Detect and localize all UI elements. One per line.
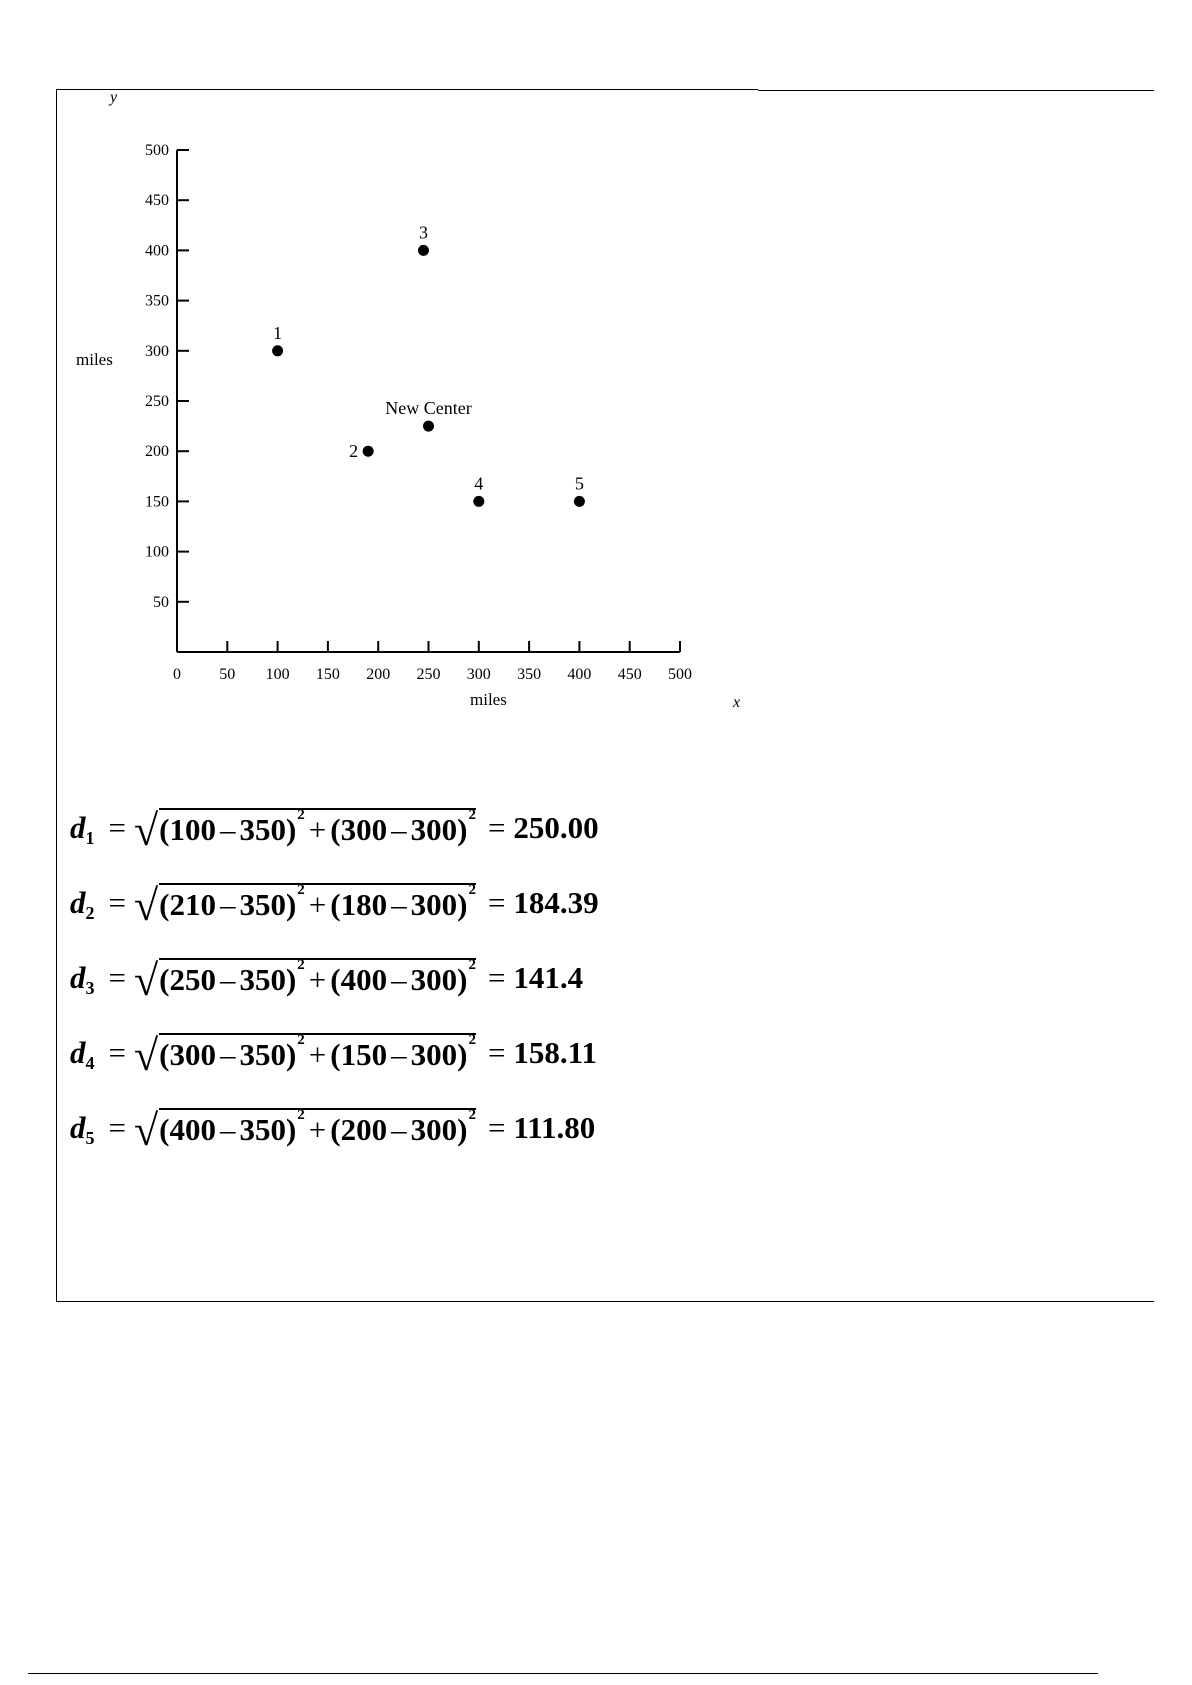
data-point bbox=[272, 345, 283, 356]
x-tick-label: 450 bbox=[617, 666, 642, 683]
exponent: 2 bbox=[468, 807, 476, 823]
radicand bbox=[159, 1033, 476, 1073]
exponent: 2 bbox=[297, 1107, 305, 1123]
radicand bbox=[159, 958, 476, 998]
x-tick-label: 300 bbox=[466, 666, 491, 683]
data-point bbox=[423, 421, 434, 432]
point-label: 1 bbox=[273, 322, 283, 343]
variable-subscript: 4 bbox=[85, 1053, 95, 1073]
y-tick-label: 200 bbox=[145, 443, 169, 461]
x-tick-label: 400 bbox=[567, 666, 592, 683]
operand-c: 300 bbox=[340, 811, 388, 847]
open-paren: ( bbox=[159, 886, 170, 922]
x-axis-ticks bbox=[173, 641, 692, 683]
open-paren: ( bbox=[330, 1036, 341, 1072]
frame-bottom-rule bbox=[56, 1301, 1154, 1302]
operand-d: 300 bbox=[410, 1111, 458, 1147]
close-paren: ) bbox=[457, 961, 468, 997]
y-tick-label: 450 bbox=[145, 192, 169, 210]
y-tick-label: 300 bbox=[145, 342, 169, 360]
exponent: 2 bbox=[468, 882, 476, 898]
distance-variable: d bbox=[70, 809, 86, 845]
operand-b: 350 bbox=[239, 811, 286, 847]
minus-sign: – bbox=[219, 811, 236, 847]
y-tick-label: 150 bbox=[145, 493, 169, 511]
y-tick-label: 350 bbox=[145, 292, 169, 310]
operand-b: 350 bbox=[239, 1036, 286, 1072]
plus-sign: + bbox=[308, 1111, 327, 1147]
distance-result: 111.80 bbox=[513, 1109, 596, 1145]
plus-sign: + bbox=[308, 886, 327, 922]
square-root-sign: √ bbox=[133, 956, 159, 1005]
data-point bbox=[473, 496, 484, 507]
operand-c: 150 bbox=[340, 1036, 388, 1072]
minus-sign: – bbox=[219, 1111, 236, 1147]
distance-equation bbox=[70, 940, 599, 1015]
distance-variable: d bbox=[70, 959, 86, 995]
exponent: 2 bbox=[297, 1032, 305, 1048]
operand-b: 350 bbox=[239, 961, 286, 997]
open-paren: ( bbox=[330, 811, 341, 847]
equals-sign: = bbox=[108, 884, 126, 920]
y-axis-title: miles bbox=[76, 350, 113, 369]
operand-c: 200 bbox=[340, 1111, 388, 1147]
open-paren: ( bbox=[159, 811, 170, 847]
operand-d: 300 bbox=[410, 811, 458, 847]
radicand bbox=[159, 808, 476, 848]
close-paren: ) bbox=[285, 886, 297, 922]
radicand bbox=[159, 1108, 476, 1148]
operand-a: 250 bbox=[169, 961, 216, 997]
exponent: 2 bbox=[297, 957, 305, 973]
y-tick-label: 50 bbox=[153, 593, 169, 611]
minus-sign: – bbox=[219, 961, 236, 997]
minus-sign: – bbox=[391, 811, 407, 847]
distance-variable: d bbox=[70, 1034, 86, 1070]
operand-d: 300 bbox=[410, 1036, 458, 1072]
x-tick-label: 500 bbox=[668, 666, 692, 683]
y-axis-letter: y bbox=[110, 89, 118, 106]
point-label: 4 bbox=[474, 473, 484, 494]
exponent: 2 bbox=[297, 807, 305, 823]
operand-a: 400 bbox=[169, 1111, 216, 1147]
minus-sign: – bbox=[391, 961, 407, 997]
distance-variable: d bbox=[70, 884, 86, 920]
distance-equation bbox=[70, 865, 599, 940]
operand-c: 400 bbox=[340, 961, 388, 997]
close-paren: ) bbox=[285, 811, 297, 847]
square-root-sign: √ bbox=[133, 1031, 159, 1080]
data-points bbox=[272, 222, 585, 507]
equals-sign: = bbox=[487, 884, 506, 920]
y-tick-label: 250 bbox=[145, 393, 169, 410]
data-point bbox=[574, 496, 585, 507]
page-footer-rule bbox=[28, 1673, 1098, 1674]
distance-result: 158.11 bbox=[513, 1034, 597, 1070]
frame-top-rule-right bbox=[758, 90, 1154, 91]
operand-c: 180 bbox=[340, 886, 388, 922]
x-tick-label: 200 bbox=[366, 666, 391, 683]
x-axis-letter: x bbox=[733, 694, 741, 711]
distance-equation bbox=[70, 1015, 599, 1090]
distance-result: 184.39 bbox=[513, 884, 599, 920]
equals-sign: = bbox=[108, 1109, 126, 1145]
operand-d: 300 bbox=[410, 886, 458, 922]
plus-sign: + bbox=[308, 961, 327, 997]
square-root-sign: √ bbox=[133, 881, 159, 930]
plus-sign: + bbox=[308, 1036, 327, 1072]
variable-subscript: 2 bbox=[85, 903, 95, 923]
exponent: 2 bbox=[468, 1107, 476, 1123]
close-paren: ) bbox=[285, 1036, 297, 1072]
scatter-chart bbox=[56, 84, 756, 724]
close-paren: ) bbox=[457, 1036, 468, 1072]
open-paren: ( bbox=[330, 961, 341, 997]
distance-variable: d bbox=[70, 1109, 86, 1145]
open-paren: ( bbox=[330, 1111, 341, 1147]
y-axis-ticks bbox=[145, 142, 189, 611]
distance-equation bbox=[70, 790, 599, 865]
operand-b: 350 bbox=[239, 1111, 286, 1147]
operand-d: 300 bbox=[410, 961, 458, 997]
equals-sign: = bbox=[108, 809, 126, 845]
equals-sign: = bbox=[108, 959, 126, 995]
equals-sign: = bbox=[487, 809, 506, 845]
equals-sign: = bbox=[487, 959, 506, 995]
point-label: New Center bbox=[385, 398, 472, 419]
point-label: 3 bbox=[418, 222, 428, 243]
open-paren: ( bbox=[159, 1111, 170, 1147]
operand-b: 350 bbox=[239, 886, 286, 922]
operand-a: 100 bbox=[169, 811, 216, 847]
variable-subscript: 5 bbox=[85, 1128, 95, 1148]
exponent: 2 bbox=[468, 1032, 476, 1048]
x-tick-label: 0 bbox=[173, 666, 181, 683]
distance-equations bbox=[70, 790, 599, 1165]
minus-sign: – bbox=[391, 886, 407, 922]
distance-result: 141.4 bbox=[513, 959, 584, 995]
equals-sign: = bbox=[487, 1034, 506, 1070]
square-root-sign: √ bbox=[133, 806, 159, 855]
variable-subscript: 1 bbox=[85, 828, 95, 848]
plus-sign: + bbox=[308, 811, 327, 847]
equals-sign: = bbox=[487, 1109, 506, 1145]
equals-sign: = bbox=[108, 1034, 126, 1070]
close-paren: ) bbox=[285, 961, 297, 997]
minus-sign: – bbox=[219, 886, 236, 922]
square-root-sign: √ bbox=[133, 1106, 159, 1155]
exponent: 2 bbox=[297, 882, 305, 898]
x-tick-label: 250 bbox=[416, 666, 441, 683]
y-tick-label: 400 bbox=[145, 242, 169, 260]
open-paren: ( bbox=[330, 886, 341, 922]
operand-a: 210 bbox=[169, 886, 216, 922]
close-paren: ) bbox=[457, 1111, 468, 1147]
y-tick-label: 500 bbox=[145, 142, 169, 159]
x-tick-label: 100 bbox=[265, 666, 290, 683]
exponent: 2 bbox=[468, 957, 476, 973]
x-tick-label: 150 bbox=[315, 666, 340, 683]
minus-sign: – bbox=[219, 1036, 236, 1072]
minus-sign: – bbox=[391, 1111, 407, 1147]
operand-a: 300 bbox=[169, 1036, 216, 1072]
open-paren: ( bbox=[159, 1036, 170, 1072]
point-label: 2 bbox=[349, 441, 359, 462]
x-tick-label: 50 bbox=[219, 666, 236, 683]
y-tick-label: 100 bbox=[145, 543, 169, 561]
distance-result: 250.00 bbox=[513, 809, 599, 845]
minus-sign: – bbox=[391, 1036, 407, 1072]
variable-subscript: 3 bbox=[85, 978, 95, 998]
open-paren: ( bbox=[159, 961, 170, 997]
data-point bbox=[363, 446, 374, 457]
close-paren: ) bbox=[457, 811, 468, 847]
data-point bbox=[418, 245, 429, 256]
distance-equation bbox=[70, 1090, 599, 1165]
x-axis-title: miles bbox=[470, 690, 507, 709]
x-tick-label: 350 bbox=[517, 666, 542, 683]
point-label: 5 bbox=[574, 473, 584, 494]
radicand bbox=[159, 883, 476, 923]
close-paren: ) bbox=[285, 1111, 297, 1147]
close-paren: ) bbox=[457, 886, 468, 922]
